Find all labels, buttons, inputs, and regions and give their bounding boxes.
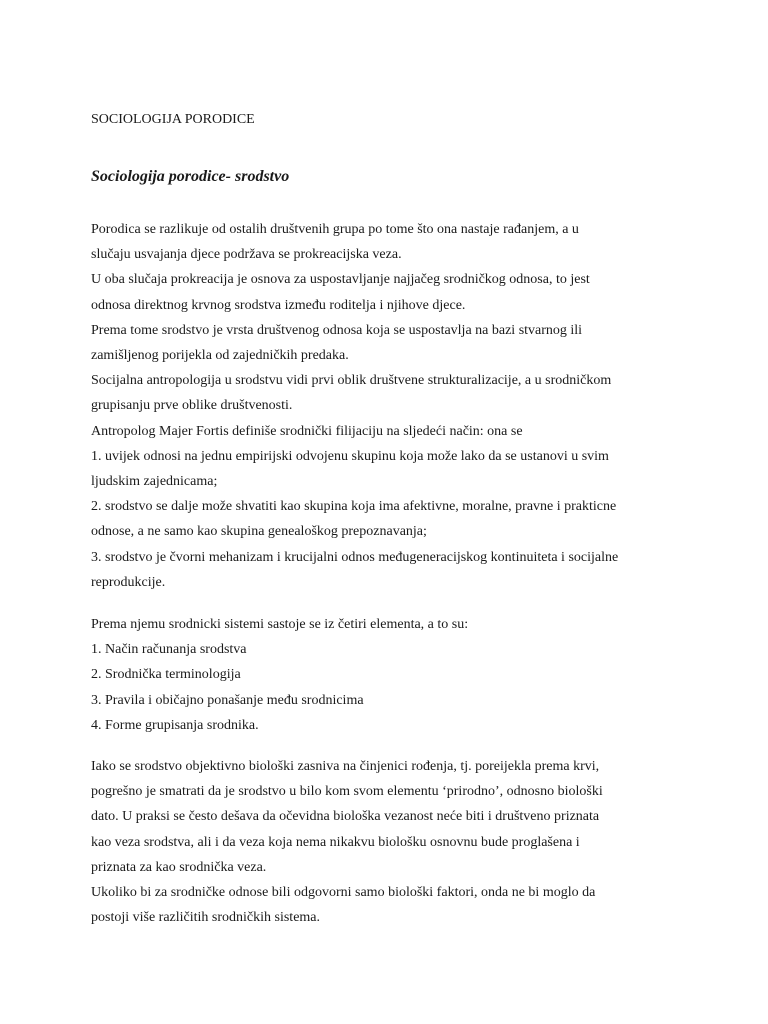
text-line: 2. srodstvo se dalje može shvatiti kao skupina koja ima afektivne, moralne, pravne i prakticne bbox=[91, 499, 617, 515]
paragraph-block-biological-basis bbox=[91, 754, 691, 930]
text-line: kao veza srodstva, ali i da veza koja nema nikakvu biološku osnovnu bude proglašena i bbox=[91, 834, 580, 850]
list-item: 2. Srodnička terminologija bbox=[91, 667, 241, 683]
text-line: zamišljenog porijekla od zajedničkih predaka. bbox=[91, 348, 349, 364]
text-line: postoji više različitih srodničkih sistema. bbox=[91, 910, 321, 926]
text-line: Prema tome srodstvo je vrsta društvenog odnosa koja se uspostavlja na bazi stvarnog ili bbox=[91, 322, 583, 338]
text-line: odnosa direktnog krvnog srodstva između roditelja i njihove djece. bbox=[91, 297, 466, 313]
text-line: reprodukcije. bbox=[91, 574, 166, 590]
document-header: SOCIOLOGIJA PORODICE bbox=[91, 112, 255, 127]
text-line: Iako se srodstvo objektivno biološki zasniva na činjenici rođenja, tj. poreijekla prema krvi, bbox=[91, 759, 600, 774]
list-item: 3. Pravila i običajno ponašanje među srodnicima bbox=[91, 692, 364, 708]
text-line: Ukoliko bi za srodničke odnose bili odgovorni samo biološki faktori, onda ne bi moglo da bbox=[91, 885, 596, 901]
text-line: grupisanju prve oblike društvenosti. bbox=[91, 398, 293, 414]
text-line: Socijalna antropologija u srodstvu vidi prvi oblik društvene strukturalizacije, a u srodničkom bbox=[91, 373, 612, 389]
text-line: Prema njemu srodnicki sistemi sastoje se iz četiri elementa, a to su: bbox=[91, 617, 469, 632]
paragraph-block-kinship-definition bbox=[91, 217, 691, 595]
text-line: Antropolog Majer Fortis definiše srodnički filijaciju na sljedeći način: ona se bbox=[91, 423, 523, 439]
text-line: 1. uvijek odnosi na jednu empirijski odvojenu skupinu koja može lako da se ustanovi u svim bbox=[91, 448, 609, 464]
text-line: dato. U praksi se često dešava da očevidna biološka vezanost neće biti i društveno priznata bbox=[91, 809, 600, 825]
document-title: Sociologija porodice- srodstvo bbox=[91, 168, 290, 185]
text-line: odnose, a ne samo kao skupina genealoškog prepoznavanja; bbox=[91, 524, 427, 540]
list-item: 4. Forme grupisanja srodnika. bbox=[91, 717, 259, 733]
text-line: ljudskim zajednicama; bbox=[91, 474, 218, 490]
text-line: U oba slučaja prokreacija je osnova za uspostavljanje najjačeg srodničkog odnosa, to jest bbox=[91, 272, 590, 288]
text-line: priznata za kao srodnička veza. bbox=[91, 859, 267, 875]
paragraph-block-kinship-elements bbox=[91, 612, 691, 738]
list-item: 1. Način računanja srodstva bbox=[91, 642, 247, 658]
text-line: slučaju usvajanja djece podržava se prokreacijska veza. bbox=[91, 247, 402, 263]
text-line: Porodica se razlikuje od ostalih društvenih grupa po tome što ona nastaje rađanjem, a u bbox=[91, 222, 579, 237]
text-line: pogrešno je smatrati da je srodstvo u bilo kom svom elementu ‘prirodno’, odnosno biološki bbox=[91, 784, 603, 800]
text-line: 3. srodstvo je čvorni mehanizam i krucijalni odnos međugeneracijskog kontinuiteta i socijalne bbox=[91, 549, 619, 565]
